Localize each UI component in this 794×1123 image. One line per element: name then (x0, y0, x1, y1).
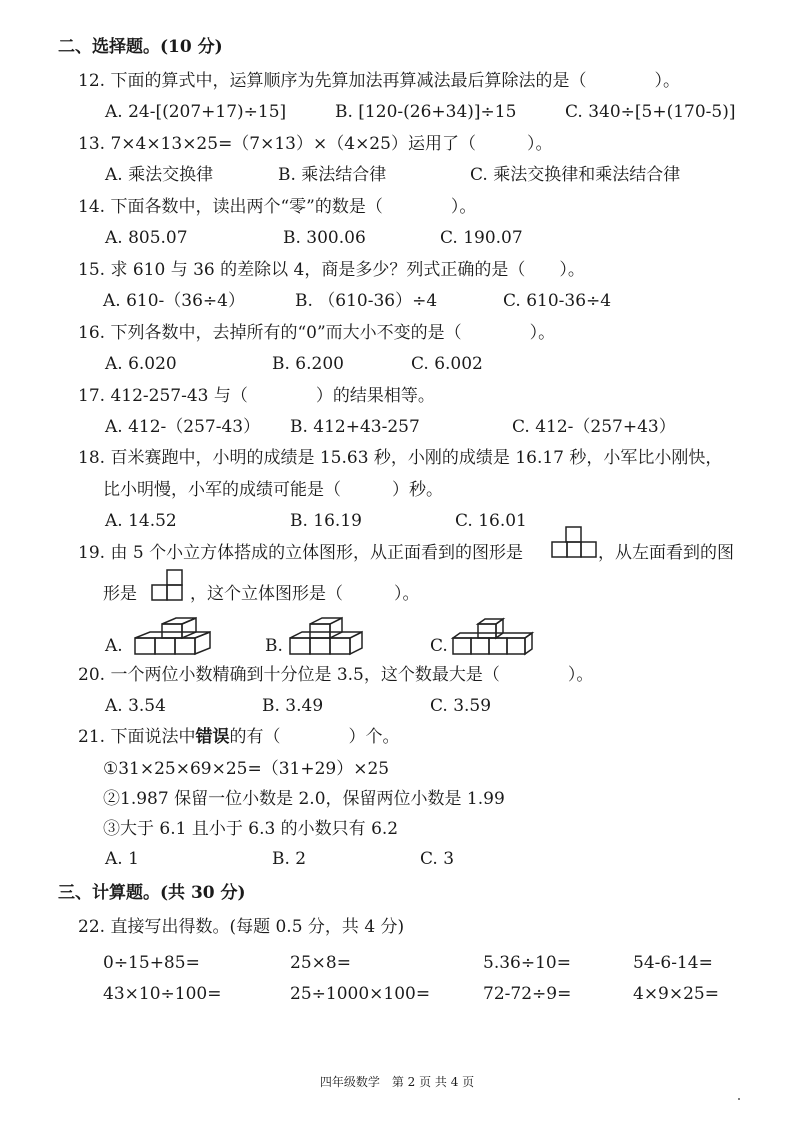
page-footer: 四年级数学 第 2 页 共 4 页 (319, 1075, 475, 1089)
calc-row1-item3: 5.36÷10= (483, 953, 571, 973)
section-2-title: 二、选择题。(10 分) (58, 37, 223, 57)
question-15-option-a: A. 610-（36÷4） (103, 291, 245, 311)
question-18-option-b: B. 16.19 (290, 511, 362, 531)
cube-figure-b-icon (285, 610, 365, 658)
question-16-option-c: C. 6.002 (411, 354, 483, 374)
question-19-option-a: A. (105, 636, 123, 656)
question-19-option-c: C. (430, 636, 448, 656)
question-20-option-a: A. 3.54 (105, 696, 166, 716)
question-18-option-c: C. 16.01 (455, 511, 527, 531)
question-17-option-a: A. 412-（257-43） (105, 417, 261, 437)
question-12-option-c: C. 340÷[5+(170-5)] (565, 102, 736, 122)
question-22-stem: 22. 直接写出得数。(每题 0.5 分，共 4 分) (78, 917, 405, 937)
question-14-option-b: B. 300.06 (283, 228, 366, 248)
question-20-option-b: B. 3.49 (262, 696, 324, 716)
question-20-option-c: C. 3.59 (430, 696, 492, 716)
question-14-stem: 14. 下面各数中，读出两个“零”的数是（ ）。 (78, 197, 477, 217)
question-21-stem-b: 的有（ ）个。 (229, 727, 400, 747)
question-21-option-c: C. 3 (420, 849, 455, 869)
question-13-stem: 13. 7×4×13×25=（7×13）×（4×25）运用了（ ）。 (78, 134, 553, 154)
question-16-option-b: B. 6.200 (272, 354, 344, 374)
question-12-stem: 12. 下面的算式中，运算顺序为先算加法再算减法最后算除法的是（ ）。 (78, 71, 680, 91)
question-14-option-a: A. 805.07 (105, 228, 188, 248)
calc-row1-item2: 25×8= (290, 953, 351, 973)
question-15-option-c: C. 610-36÷4 (503, 291, 612, 311)
question-17-option-c: C. 412-（257+43） (512, 417, 676, 437)
scan-speck (738, 1098, 740, 1100)
calc-row2-item2: 25÷1000×100= (290, 984, 431, 1004)
question-12-option-a: A. 24-[(207+17)÷15] (105, 102, 287, 122)
question-17-stem: 17. 412-257-43 与（ ）的结果相等。 (78, 386, 435, 406)
question-21-stem (78, 726, 399, 748)
calc-row1-item1: 0÷15+85= (103, 953, 200, 973)
front-view-icon (550, 525, 598, 563)
question-19-stem: 19. 由 5 个小立方体搭成的立体图形，从正面看到的图形是 (78, 543, 524, 563)
question-16-stem: 16. 下列各数中，去掉所有的“0”而大小不变的是（ ）。 (78, 323, 556, 343)
cube-figure-c-icon (450, 610, 535, 658)
question-21-statement-2: ②1.987 保留一位小数是 2.0，保留两位小数是 1.99 (103, 789, 505, 809)
section-3-title: 三、计算题。(共 30 分) (58, 883, 246, 903)
question-21-option-b: B. 2 (272, 849, 307, 869)
calc-row1-item4: 54-6-14= (633, 953, 713, 973)
question-15-option-b: B. （610-36）÷4 (295, 291, 438, 311)
question-21-stem-a: 21. 下面说法中 (78, 727, 196, 747)
question-19-stem-b: ，从左面看到的图 (598, 543, 734, 563)
question-18-option-a: A. 14.52 (105, 511, 177, 531)
question-19-option-b: B. (265, 636, 283, 656)
question-19-stem-line-2b: ，这个立体图形是（ ）。 (190, 584, 420, 604)
question-21-option-a: A. 1 (105, 849, 139, 869)
calc-row2-item1: 43×10÷100= (103, 984, 222, 1004)
question-13-option-b: B. 乘法结合律 (278, 165, 387, 185)
question-13-option-a: A. 乘法交换律 (105, 165, 214, 185)
question-21-statement-3: ③大于 6.1 且小于 6.3 的小数只有 6.2 (103, 819, 399, 839)
calc-row2-item3: 72-72÷9= (483, 984, 572, 1004)
question-21-stem-emphasis: 错误 (195, 727, 230, 747)
question-13-option-c: C. 乘法交换律和乘法结合律 (470, 165, 681, 185)
question-14-option-c: C. 190.07 (440, 228, 523, 248)
question-12-option-b: B. [120-(26+34)]÷15 (335, 102, 517, 122)
question-19-stem-line-2a: 形是 (103, 584, 137, 604)
calc-row2-item4: 4×9×25= (633, 984, 719, 1004)
question-20-stem: 20. 一个两位小数精确到十分位是 3.5，这个数最大是（ ）。 (78, 665, 594, 685)
question-18-stem-line-2: 比小明慢，小军的成绩可能是（ ）秒。 (103, 480, 443, 500)
question-18-stem: 18. 百米赛跑中，小明的成绩是 15.63 秒，小刚的成绩是 16.17 秒，小军比小刚快， (78, 448, 723, 468)
cube-figure-a-icon (130, 610, 215, 658)
question-21-statement-1: ①31×25×69×25=（31+29）×25 (103, 759, 390, 779)
left-view-icon (150, 568, 188, 604)
question-17-option-b: B. 412+43-257 (290, 417, 420, 437)
question-16-option-a: A. 6.020 (105, 354, 177, 374)
question-15-stem: 15. 求 610 与 36 的差除以 4，商是多少？列式正确的是（ ）。 (78, 260, 585, 280)
